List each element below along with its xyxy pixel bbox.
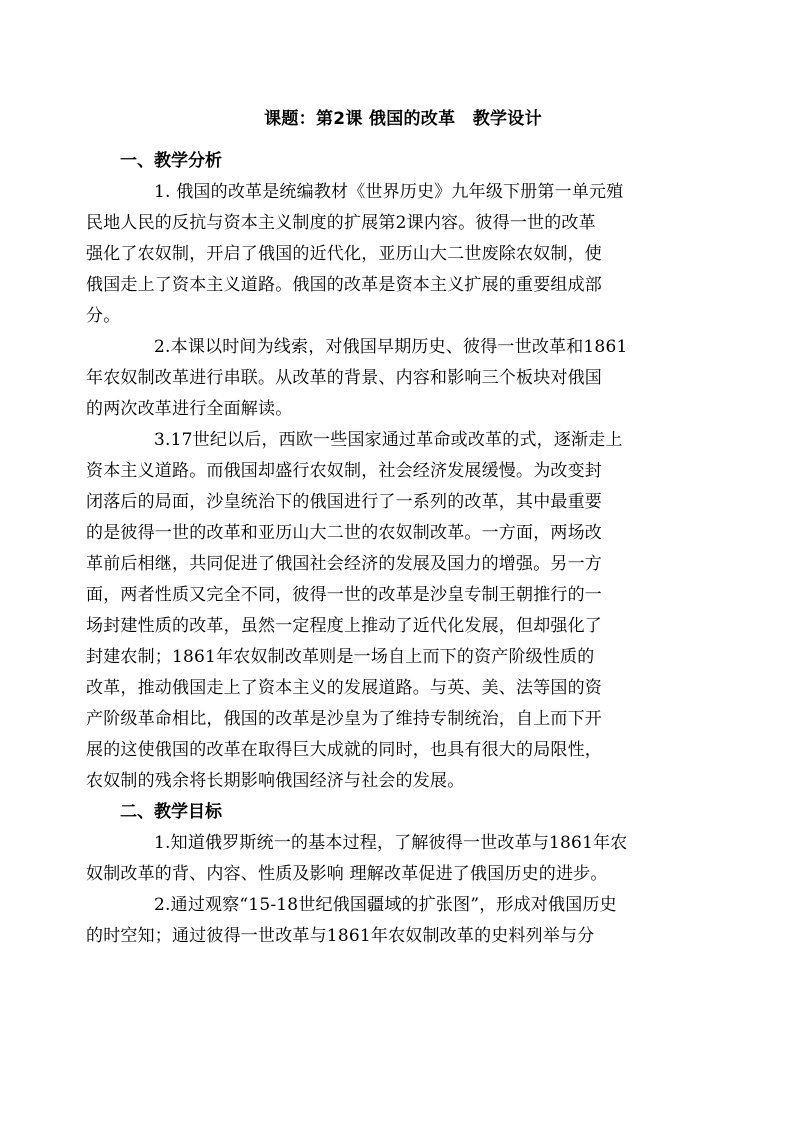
text-line: 革前后相继，共同促进了俄国社会经济的发展及国力的增强。另一方 (86, 554, 602, 574)
text-line: 2.本课以时间为线索，对俄国早期历史、彼得一世改革和1861 (154, 337, 628, 357)
section-heading-analysis: 一、教学分析 (120, 151, 222, 171)
text-line: 产阶级革命相比，俄国的改革是沙皇为了维持专制统治，自上而下开 (86, 709, 602, 729)
document-body (86, 146, 670, 952)
paragraph (86, 828, 670, 890)
page-title: 课题：第2课 俄国的改革 教学设计 (264, 109, 542, 129)
paragraph (86, 425, 670, 797)
text-line: 场封建性质的改革，虽然一定程度上推动了近代化发展，但却强化了 (86, 616, 602, 636)
text-line: 民地人民的反抗与资本主义制度的扩展第2课内容。彼得一世的改革 (86, 213, 596, 233)
text-line: 的两次改革进行全面解读。 (86, 399, 293, 419)
text-line: 面，两者性质又完全不同，彼得一世的改革是沙皇专制王朝推行的一 (86, 585, 602, 605)
text-line: 的是彼得一世的改革和亚历山大二世的农奴制改革。一方面，两场改 (86, 523, 602, 543)
text-line: 奴制改革的背、内容、性质及影响 理解改革促进了俄国历史的进步。 (86, 864, 608, 884)
text-line: 农奴制的残余将长期影响俄国经济与社会的发展。 (86, 771, 465, 791)
paragraph (86, 332, 670, 425)
text-line: 展的这使俄国的改革在取得巨大成就的同时，也具有很大的局限性， (86, 740, 602, 760)
paragraph (86, 177, 670, 332)
text-line: 1. 俄国的改革是统编教材《世界历史》九年级下册第一单元殖 (154, 182, 624, 202)
text-line: 俄国走上了资本主义道路。俄国的改革是资本主义扩展的重要组成部 (86, 275, 602, 295)
text-line: 的时空知；通过彼得一世改革与1861年农奴制改革的史料列举与分 (86, 926, 595, 946)
text-line: 分。 (86, 306, 121, 326)
text-line: 改革，推动俄国走上了资本主义的发展道路。与英、美、法等国的资 (86, 678, 602, 698)
text-line: 2.通过观察“15-18世纪俄国疆域的扩张图”，形成对俄国历史 (154, 895, 617, 915)
text-line: 封建农制；1861年农奴制改革则是一场自上而下的资产阶级性质的 (86, 647, 595, 667)
paragraph (86, 890, 670, 952)
text-line: 资本主义道路。而俄国却盛行农奴制，社会经济发展缓慢。为改变封 (86, 461, 602, 481)
text-line: 强化了农奴制，开启了俄国的近代化，亚历山大二世废除农奴制，使 (86, 244, 602, 264)
section-heading-objectives: 二、教学目标 (120, 802, 222, 822)
text-line: 1.知道俄罗斯统一的基本过程，了解彼得一世改革与1861年农 (154, 833, 628, 853)
text-line: 3.17世纪以后，西欧一些国家通过革命或改革的式，逐渐走上 (154, 430, 623, 450)
text-line: 年农奴制改革进行串联。从改革的背景、内容和影响三个板块对俄国 (86, 368, 602, 388)
text-line: 闭落后的局面，沙皇统治下的俄国进行了一系列的改革，其中最重要 (86, 492, 602, 512)
